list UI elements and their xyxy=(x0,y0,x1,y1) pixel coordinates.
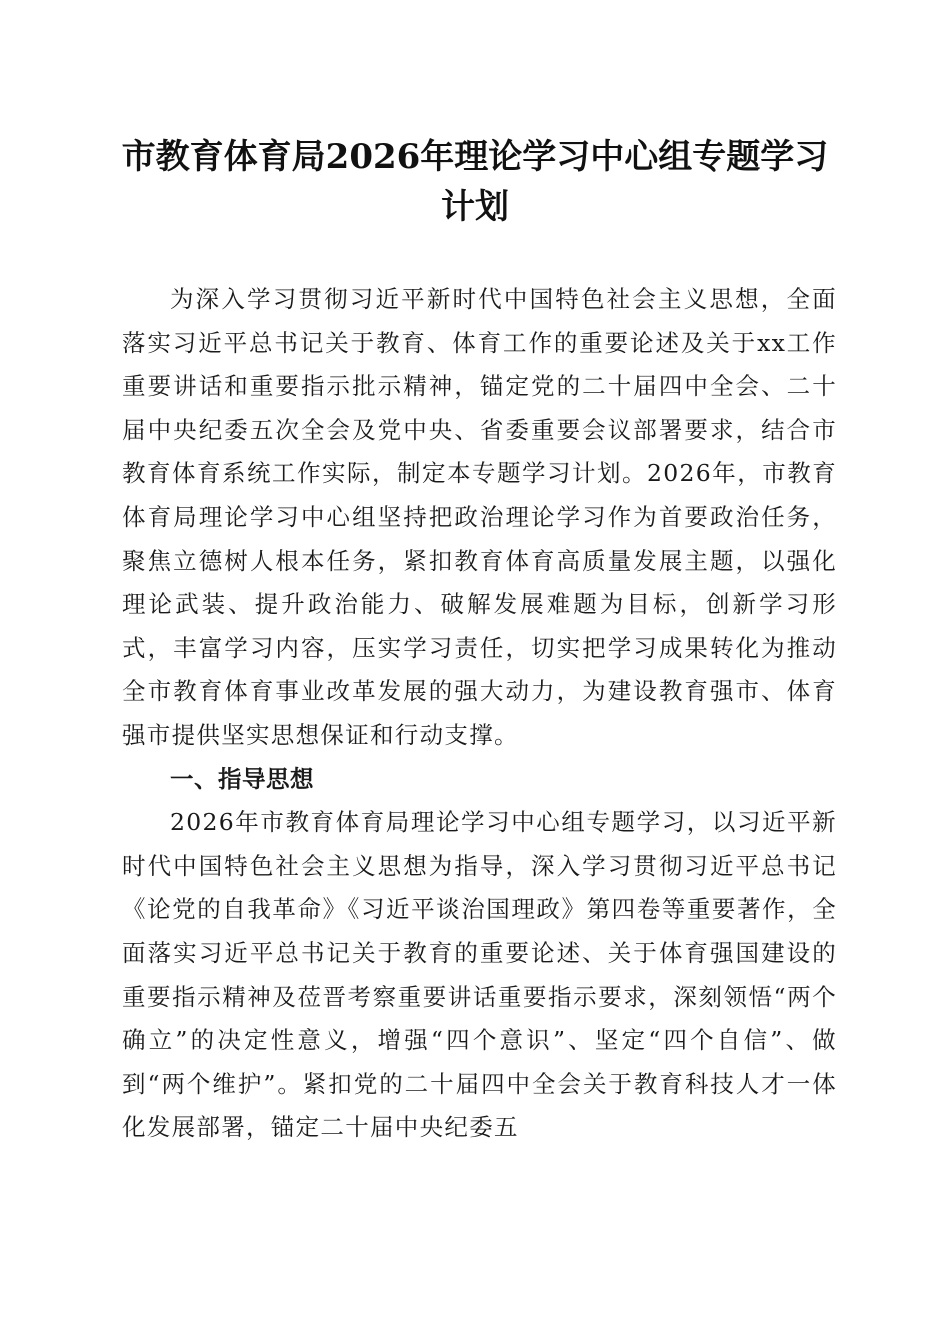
intro-paragraph: 为深入学习贯彻习近平新时代中国特色社会主义思想，全面落实习近平总书记关于教育、体育工作的重要论述及关于xx工作重要讲话和重要指示批示精神，锚定党的二十届四中全会、二十届中央纪委五次全会及党中央、省委重要会议部署要求，结合市教育体育系统工作实际，制定本专题学习计划。2026年，市教育体育局理论学习中心组坚持把政治理论学习作为首要政治任务，聚焦立德树人根本任务，紧扣教育体育高质量发展主题，以强化理论武装、提升政治能力、破解发展难题为目标，创新学习形式，丰富学习内容，压实学习责任，切实把学习成果转化为推动全市教育体育事业改革发展的强大动力，为建设教育强市、体育强市提供坚实思想保证和行动支撑。 xyxy=(122,285,837,749)
section-paragraph-guiding-ideology: 2026年市教育体育局理论学习中心组专题学习，以习近平新时代中国特色社会主义思想为指导，深入学习贯彻习近平总书记《论党的自我革命》《习近平谈治国理政》第四卷等重要著作，全面落实习近平总书记关于教育的重要论述、关于体育强国建设的重要指示精神及莅晋考察重要讲话重要指示要求，深刻领悟“两个确立”的决定性意义，增强“四个意识”、坚定“四个自信”、做到“两个维护”。紧扣党的二十届四中全会关于教育科技人才一体化发展部署，锚定二十届中央纪委五 xyxy=(122,808,837,1142)
section-heading-guiding-ideology: 一、指导思想 xyxy=(170,764,314,793)
document-body xyxy=(122,278,837,1150)
document-title: 市教育体育局2026年理论学习中心组专题学习计划 xyxy=(121,137,829,227)
